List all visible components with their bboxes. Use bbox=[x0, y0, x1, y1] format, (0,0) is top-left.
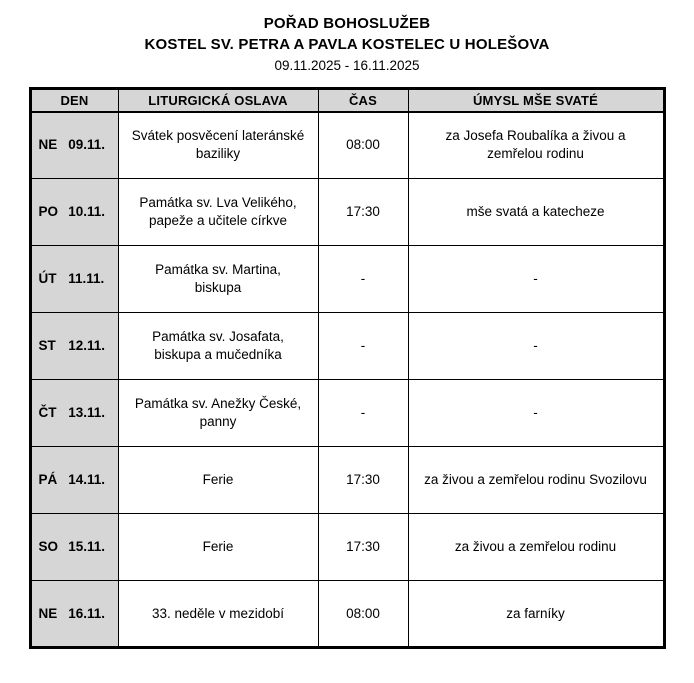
day-date: 15.11. bbox=[68, 539, 106, 554]
table-row bbox=[30, 581, 664, 648]
day-date: 16.11. bbox=[68, 605, 106, 621]
schedule-table bbox=[29, 87, 666, 649]
time-cell: 08:00 bbox=[318, 112, 408, 179]
document-header bbox=[0, 13, 694, 76]
intention-cell: mše svatá a katecheze bbox=[408, 179, 664, 246]
celebration-cell: Památka sv. Martina, biskupa bbox=[118, 246, 318, 313]
table-row bbox=[30, 112, 664, 179]
day-abbreviation: NE bbox=[38, 137, 58, 153]
header-row bbox=[30, 89, 664, 112]
time-cell: 17:30 bbox=[318, 447, 408, 514]
column-header-den: DEN bbox=[30, 89, 118, 112]
day-abbreviation: ÚT bbox=[38, 271, 57, 286]
celebration-cell: Svátek posvěcení lateránské baziliky bbox=[118, 112, 318, 179]
column-header-umysl-mse-svate: ÚMYSL MŠE SVATÉ bbox=[408, 89, 664, 112]
day-abbreviation: ST bbox=[38, 338, 56, 353]
document-title: POŘAD BOHOSLUŽEB bbox=[263, 15, 431, 32]
day-abbreviation: NE bbox=[38, 605, 58, 621]
table-row bbox=[30, 380, 664, 447]
day-cell bbox=[30, 179, 118, 246]
day-abbreviation: SO bbox=[38, 539, 59, 554]
time-cell: - bbox=[318, 380, 408, 447]
day-cell bbox=[30, 313, 118, 380]
time-cell: 08:00 bbox=[318, 581, 408, 648]
celebration-cell: Památka sv. Josafata, biskupa a mučedníka bbox=[118, 313, 318, 380]
intention-cell: - bbox=[408, 380, 664, 447]
document-subtitle: KOSTEL SV. PETRA A PAVLA KOSTELEC U HOLEŠOVA bbox=[144, 36, 550, 53]
day-cell bbox=[30, 380, 118, 447]
table-row bbox=[30, 514, 664, 581]
intention-cell: za živou a zemřelou rodinu Svozilovu bbox=[408, 447, 664, 514]
celebration-cell: 33. neděle v mezidobí bbox=[118, 581, 318, 648]
column-header-liturgicka-oslava: LITURGICKÁ OSLAVA bbox=[118, 89, 318, 112]
day-date: 09.11. bbox=[68, 137, 106, 153]
celebration-cell: Ferie bbox=[118, 514, 318, 581]
intention-cell: za živou a zemřelou rodinu bbox=[408, 514, 664, 581]
day-cell bbox=[30, 112, 118, 179]
intention-cell: za farníky bbox=[408, 581, 664, 648]
day-cell bbox=[30, 581, 118, 648]
schedule-table-head bbox=[30, 89, 664, 112]
time-cell: 17:30 bbox=[318, 179, 408, 246]
celebration-cell: Památka sv. Lva Velikého, papeže a učitele církve bbox=[118, 179, 318, 246]
day-date: 10.11. bbox=[68, 204, 106, 219]
day-abbreviation: PO bbox=[38, 204, 59, 219]
table-row bbox=[30, 447, 664, 514]
day-date: 14.11. bbox=[68, 472, 106, 487]
table-row bbox=[30, 179, 664, 246]
intention-cell: - bbox=[408, 246, 664, 313]
day-cell bbox=[30, 447, 118, 514]
intention-cell: - bbox=[408, 313, 664, 380]
day-cell bbox=[30, 246, 118, 313]
celebration-cell: Ferie bbox=[118, 447, 318, 514]
day-date: 11.11. bbox=[68, 271, 105, 286]
day-abbreviation: ČT bbox=[38, 405, 57, 420]
column-header-cas: ČAS bbox=[318, 89, 408, 112]
time-cell: - bbox=[318, 313, 408, 380]
table-row bbox=[30, 246, 664, 313]
day-date: 13.11. bbox=[68, 405, 106, 420]
date-range: 09.11.2025 - 16.11.2025 bbox=[274, 58, 420, 73]
table-row bbox=[30, 313, 664, 380]
intention-cell: za Josefa Roubalíka a živou a zemřelou rodinu bbox=[408, 112, 664, 179]
celebration-cell: Památka sv. Anežky České, panny bbox=[118, 380, 318, 447]
time-cell: 17:30 bbox=[318, 514, 408, 581]
day-cell bbox=[30, 514, 118, 581]
time-cell: - bbox=[318, 246, 408, 313]
schedule-body bbox=[30, 112, 664, 648]
day-abbreviation: PÁ bbox=[38, 472, 58, 487]
day-date: 12.11. bbox=[68, 338, 106, 353]
